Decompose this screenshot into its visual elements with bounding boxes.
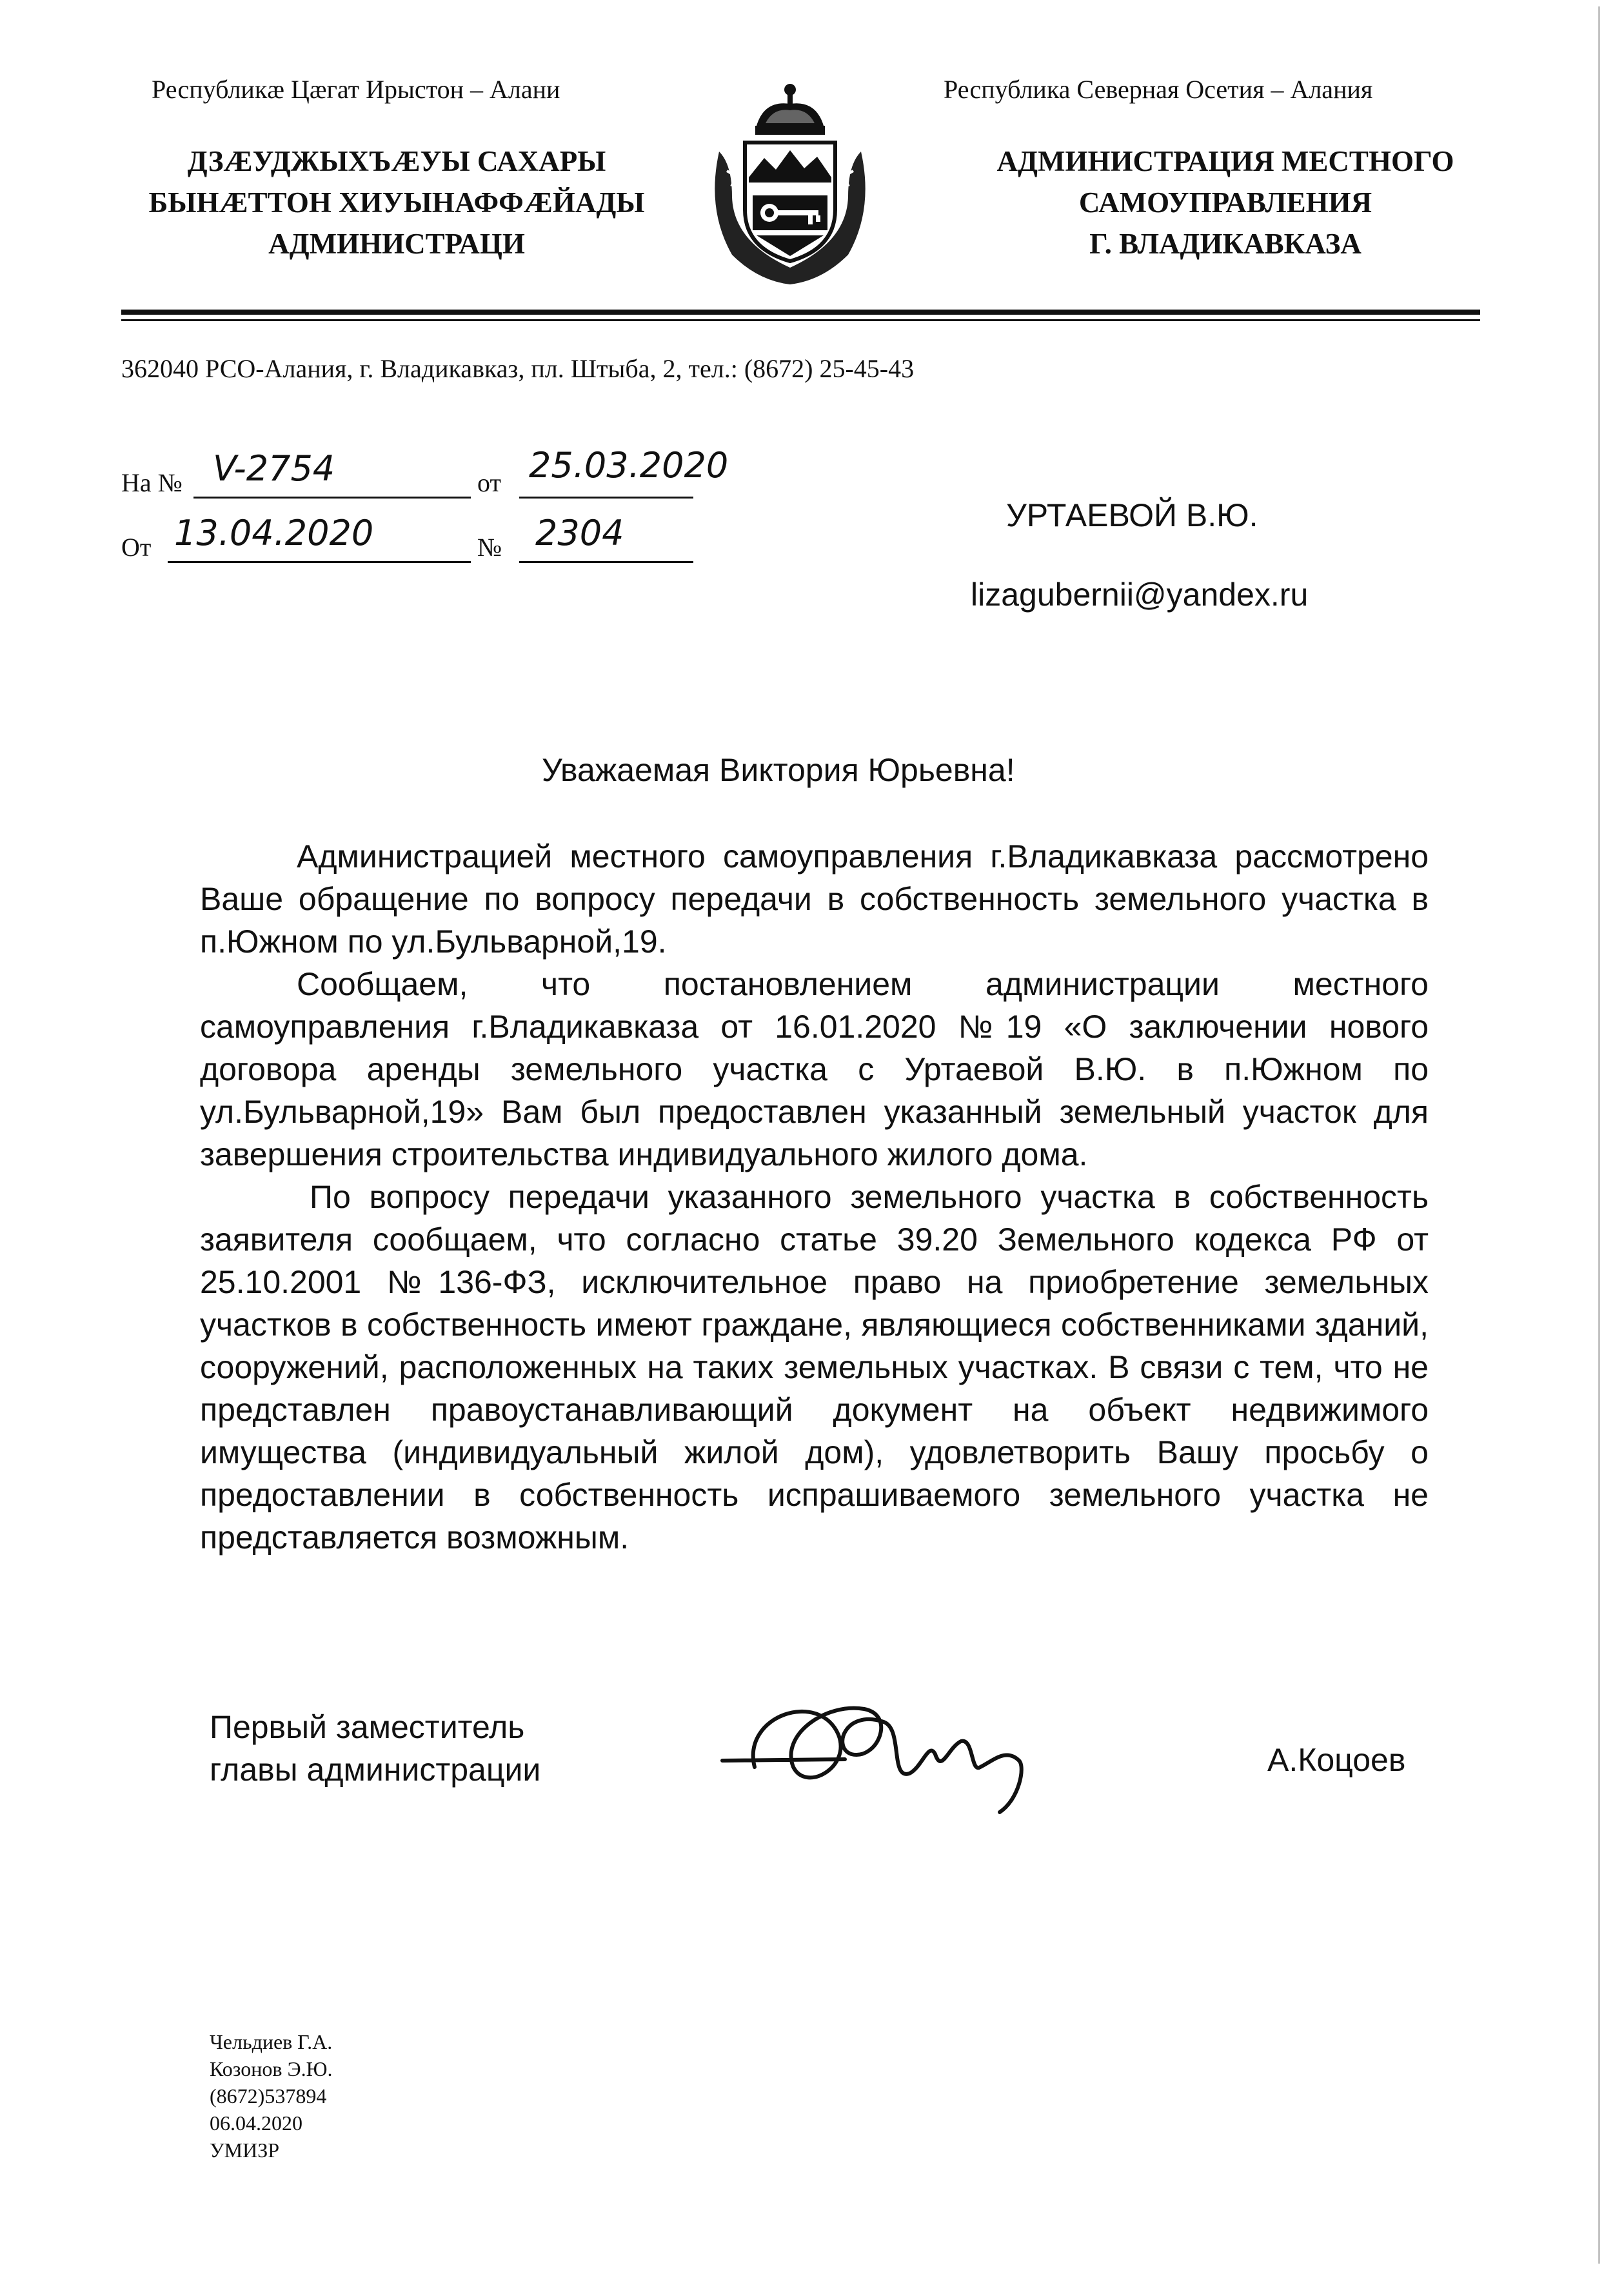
executor-line: Чельдиев Г.А. — [210, 2030, 333, 2053]
header-org-right-line: САМОУПРАВЛЕНИЯ — [1078, 186, 1372, 219]
executor-line: (8672)537894 — [210, 2084, 327, 2108]
signatory-position — [210, 1706, 540, 1791]
recipient-email: lizagubernii@yandex.ru — [971, 577, 1309, 613]
header-rule-thick — [121, 310, 1480, 315]
on-number-value: V-2754 — [213, 448, 335, 489]
coat-of-arms-emblem — [693, 81, 887, 287]
executor-info — [210, 2028, 332, 2164]
outgoing-number-underline — [519, 561, 693, 563]
body-paragraph: По вопросу передачи указанного земельного участка в собственность заявителя сообщаем, что согласно статье 39.20 Земельного кодекса РФ от 25.10.2001 №136-ФЗ, исключительное право на приобретение земельных участков в собственность имеют граждане, являющиеся собственниками зданий, сооружений, расположенных на таких земельных участках. В связи с тем, что не представлен правоустанавливающий документ на объект недвижимого имущества (индивидуальный жилой дом), удовлетворить Вашу просьбу о предоставлении в собственность испрашиваемого земельного участка не представляется возможным. — [200, 1179, 1429, 1556]
handwritten-signature — [716, 1664, 1051, 1825]
recipient-name: УРТАЕВОЙ В.Ю. — [1006, 497, 1258, 533]
signatory-position-line: Первый заместитель — [210, 1709, 525, 1745]
letter-body — [200, 835, 1429, 1559]
header-republic-right: Республика Северная Осетия – Алания — [944, 75, 1373, 104]
executor-line: 06.04.2020 — [210, 2111, 302, 2135]
date-label: От — [121, 533, 152, 562]
signatory-position-line: главы администрации — [210, 1752, 541, 1788]
on-number-underline — [193, 497, 471, 499]
number-label: № — [477, 533, 502, 562]
from-date-value: 25.03.2020 — [529, 445, 729, 486]
header-org-left-line: ДЗÆУДЖЫХЪÆУЫ САХАРЫ — [187, 145, 606, 177]
header-address: 362040 РСО-Алания, г. Владикавказ, пл. Штыба, 2, тел.: (8672) 25-45-43 — [121, 354, 915, 383]
header-org-left — [113, 141, 680, 264]
executor-line: УМИЗР — [210, 2139, 280, 2162]
from-label: от — [477, 468, 501, 497]
header-org-left-line: АДМИНИСТРАЦИ — [268, 228, 525, 260]
header-org-right-line: Г. ВЛАДИКАВКАЗА — [1089, 228, 1362, 260]
outgoing-date-value: 13.04.2020 — [174, 513, 374, 553]
header-republic-left: Республикæ Цæгат Ирыстон – Алани — [152, 75, 560, 104]
outgoing-number-value: 2304 — [535, 513, 624, 553]
signatory-name: А.Коцоев — [1267, 1742, 1406, 1778]
header-org-right — [967, 141, 1483, 264]
salutation: Уважаемая Виктория Юрьевна! — [542, 752, 1015, 788]
from-date-underline — [519, 497, 693, 499]
body-paragraph: Сообщаем, что постановлением администрации местного самоуправления г.Владикавказа от 16.01.2020 №19 «О заключении нового договора аренды земельного участка с Уртаевой В.Ю. в п.Южном по ул.Бульварной,19» Вам был предоставлен указанный земельный участок для завершения строительства индивидуального жилого дома. — [200, 966, 1429, 1172]
header-org-left-line: БЫНÆТТОН ХИУЫНАФФÆЙАДЫ — [148, 186, 645, 219]
header-org-right-line: АДМИНИСТРАЦИЯ МЕСТНОГО — [996, 145, 1454, 177]
header-rule-thin — [121, 319, 1480, 321]
scan-edge — [1598, 6, 1600, 2264]
body-paragraph: Администрацией местного самоуправления г.Владикавказа рассмотрено Ваше обращение по вопросу передачи в собственность земельного участка в п.Южном по ул.Бульварной,19. — [200, 838, 1429, 960]
outgoing-date-underline — [168, 561, 471, 563]
executor-line: Козонов Э.Ю. — [210, 2057, 333, 2080]
on-number-label: На № — [121, 468, 183, 497]
